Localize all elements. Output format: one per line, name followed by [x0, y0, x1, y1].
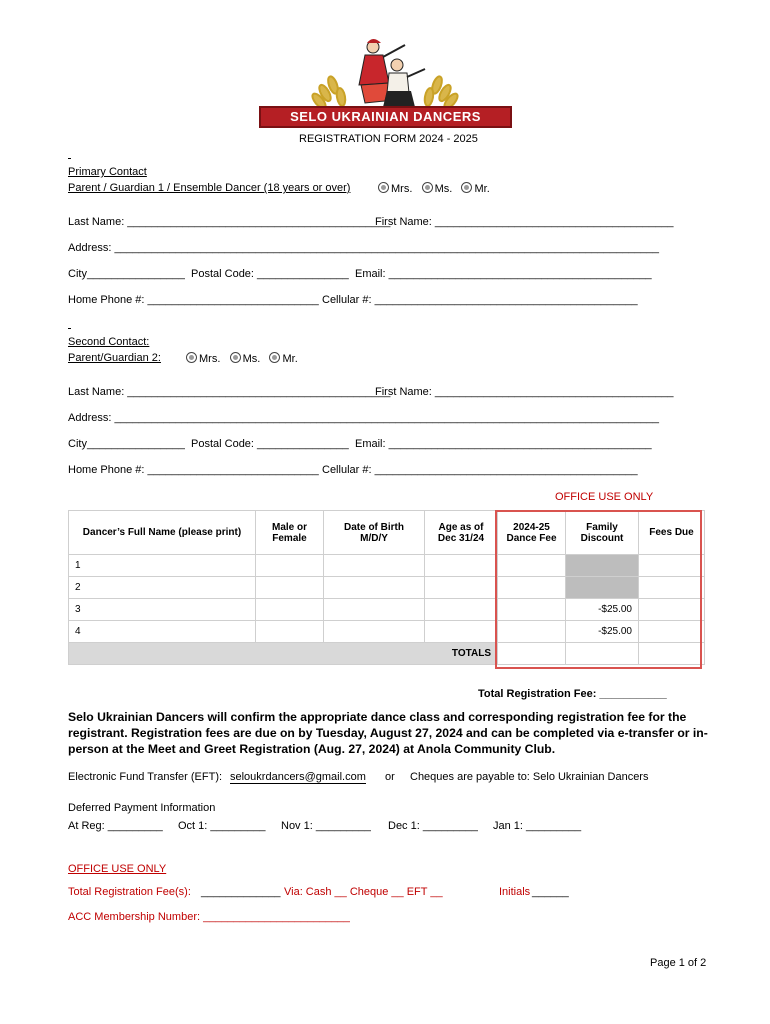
- dancers-illustration-icon: [305, 35, 465, 111]
- discount-cell: -$25.00: [566, 621, 639, 643]
- header-gender: Male or Female: [256, 511, 324, 555]
- dance-fee-cell[interactable]: [498, 621, 566, 643]
- table-header-row: [69, 511, 705, 555]
- or-text: or: [385, 771, 395, 783]
- fees-due-cell[interactable]: [639, 555, 705, 577]
- office-total-fees-label: Total Registration Fee(s):: [68, 886, 191, 898]
- jan-field[interactable]: Jan 1: _________: [493, 820, 582, 832]
- age-cell[interactable]: [425, 599, 498, 621]
- dob-cell[interactable]: [324, 599, 425, 621]
- header-dob: Date of Birth M/D/Y: [324, 511, 425, 555]
- dancer-name-cell[interactable]: 4: [69, 621, 256, 643]
- fees-due-cell[interactable]: [639, 577, 705, 599]
- divider: [68, 322, 71, 329]
- dancer-name-cell[interactable]: 2: [69, 577, 256, 599]
- discount-cell: [566, 555, 639, 577]
- radio-mrs[interactable]: Mrs.: [186, 353, 220, 365]
- primary-cellular-field[interactable]: Cellular #: ___________________________________________: [322, 294, 638, 306]
- second-email-field[interactable]: Email: ___________________________________________: [355, 438, 652, 450]
- logo-banner: SELO UKRAINIAN DANCERS: [259, 106, 512, 128]
- second-cellular-field[interactable]: Cellular #: ___________________________________________: [322, 464, 638, 476]
- acc-membership-field[interactable]: ACC Membership Number: ________________________: [68, 911, 350, 923]
- dob-cell[interactable]: [324, 577, 425, 599]
- table-row: [69, 621, 705, 643]
- dancer-table: [68, 510, 705, 665]
- radio-icon: [269, 352, 280, 363]
- header-name: Dancer’s Full Name (please print): [69, 511, 256, 555]
- radio-icon: [422, 182, 433, 193]
- dec-field[interactable]: Dec 1: _________: [388, 820, 478, 832]
- office-use-bottom-heading: OFFICE USE ONLY: [68, 863, 167, 875]
- divider: [68, 152, 71, 159]
- primary-address-field[interactable]: Address: _________________________________________________________________________________________: [68, 242, 659, 254]
- office-use-label: OFFICE USE ONLY: [555, 491, 654, 503]
- primary-postal-field[interactable]: Postal Code: _______________: [191, 268, 349, 280]
- age-cell[interactable]: [425, 621, 498, 643]
- table-row: [69, 599, 705, 621]
- eft-label: Electronic Fund Transfer (EFT):: [68, 771, 223, 783]
- dancer-name-cell[interactable]: 1: [69, 555, 256, 577]
- gender-cell[interactable]: [256, 599, 324, 621]
- cheques-text: Cheques are payable to: Selo Ukrainian Dancers: [410, 771, 649, 783]
- nov-field[interactable]: Nov 1: _________: [281, 820, 371, 832]
- header-discount: Family Discount: [566, 511, 639, 555]
- primary-city-field[interactable]: City________________: [68, 268, 185, 280]
- table-row: [69, 577, 705, 599]
- radio-mr[interactable]: Mr.: [269, 353, 297, 365]
- primary-home-phone-field[interactable]: Home Phone #: ____________________________: [68, 294, 319, 306]
- primary-contact-heading: Primary Contact: [68, 166, 147, 178]
- office-initials-field[interactable]: ______: [532, 886, 569, 898]
- page-number: Page 1 of 2: [650, 957, 707, 969]
- second-contact-heading: Second Contact:: [68, 336, 150, 348]
- fees-due-cell[interactable]: [639, 599, 705, 621]
- total-registration-fee[interactable]: Total Registration Fee: ___________: [478, 688, 667, 700]
- dance-fee-cell[interactable]: [498, 555, 566, 577]
- second-address-field[interactable]: Address: _________________________________________________________________________________________: [68, 412, 659, 424]
- second-home-phone-field[interactable]: Home Phone #: ____________________________: [68, 464, 319, 476]
- total-dance-fee-cell[interactable]: [498, 643, 566, 665]
- confirmation-paragraph: Selo Ukrainian Dancers will confirm the appropriate dance class and corresponding registration fee for the registrant. Registration fees are due on by Tuesday, August 27, 2024 and can be completed via e-transfer or in-person at the Meet and Greet Registration (Aug. 27, 2024) at Anola Community Club.: [68, 710, 708, 756]
- total-fees-due-cell[interactable]: [639, 643, 705, 665]
- dance-fee-cell[interactable]: [498, 599, 566, 621]
- radio-ms[interactable]: Ms.: [230, 353, 261, 365]
- radio-icon: [186, 352, 197, 363]
- primary-title-options: [378, 182, 490, 195]
- second-postal-field[interactable]: Postal Code: _______________: [191, 438, 349, 450]
- radio-icon: [230, 352, 241, 363]
- discount-cell: [566, 577, 639, 599]
- age-cell[interactable]: [425, 577, 498, 599]
- header-age: Age as of Dec 31/24: [425, 511, 498, 555]
- radio-ms[interactable]: Ms.: [422, 183, 453, 195]
- gender-cell[interactable]: [256, 555, 324, 577]
- header-dance-fee: 2024-25 Dance Fee: [498, 511, 566, 555]
- oct-field[interactable]: Oct 1: _________: [178, 820, 266, 832]
- office-total-fees-field[interactable]: _____________: [201, 886, 281, 898]
- second-last-name-field[interactable]: Last Name: ___________________________________________: [68, 386, 391, 398]
- deferred-heading: Deferred Payment Information: [68, 802, 216, 814]
- second-city-field[interactable]: City________________: [68, 438, 185, 450]
- form-title: REGISTRATION FORM 2024 - 2025: [299, 133, 478, 145]
- radio-mrs[interactable]: Mrs.: [378, 183, 412, 195]
- primary-contact-subheading: Parent / Guardian 1 / Ensemble Dancer (18 years or over): [68, 182, 351, 194]
- table-row: [69, 555, 705, 577]
- totals-label: TOTALS: [69, 643, 498, 665]
- gender-cell[interactable]: [256, 621, 324, 643]
- primary-email-field[interactable]: Email: ___________________________________________: [355, 268, 652, 280]
- eft-email-link[interactable]: seloukrdancers@gmail.com: [230, 771, 366, 783]
- fees-due-cell[interactable]: [639, 621, 705, 643]
- radio-mr[interactable]: Mr.: [461, 183, 489, 195]
- primary-first-name-field[interactable]: First Name: _______________________________________: [375, 216, 674, 228]
- total-discount-cell[interactable]: [566, 643, 639, 665]
- office-via-options[interactable]: Via: Cash __ Cheque __ EFT __: [284, 886, 443, 898]
- second-title-options: [186, 352, 298, 365]
- header-fees-due: Fees Due: [639, 511, 705, 555]
- age-cell[interactable]: [425, 555, 498, 577]
- office-initials-label: Initials: [499, 886, 531, 898]
- dob-cell[interactable]: [324, 555, 425, 577]
- primary-last-name-field[interactable]: Last Name: ___________________________________________: [68, 216, 391, 228]
- dancer-name-cell[interactable]: 3: [69, 599, 256, 621]
- second-first-name-field[interactable]: First Name: _______________________________________: [375, 386, 674, 398]
- discount-cell: -$25.00: [566, 599, 639, 621]
- totals-row: [69, 643, 705, 665]
- gender-cell[interactable]: [256, 577, 324, 599]
- at-reg-field[interactable]: At Reg: _________: [68, 820, 163, 832]
- radio-icon: [378, 182, 389, 193]
- radio-icon: [461, 182, 472, 193]
- dob-cell[interactable]: [324, 621, 425, 643]
- second-contact-subheading: Parent/Guardian 2:: [68, 352, 161, 364]
- dance-fee-cell[interactable]: [498, 577, 566, 599]
